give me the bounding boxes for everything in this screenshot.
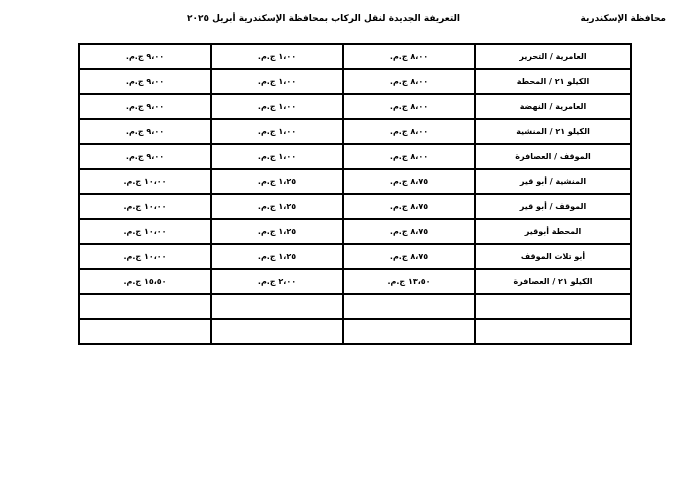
fare-cell-increase [211,319,343,344]
fare-cell-new: ١٠،٠٠ ج.م. [79,169,211,194]
route-cell: الموقف / العصافرة [475,144,631,169]
route-cell: أبو تلات الموقف [475,244,631,269]
fare-cell-base: ٨،٧٥ ج.م. [343,244,475,269]
route-cell [475,294,631,319]
fare-cell-increase: ١،٠٠ ج.م. [211,144,343,169]
fare-cell-base [343,294,475,319]
fare-cell-new: ١٠،٠٠ ج.م. [79,219,211,244]
table-row [79,219,631,244]
fare-cell-new [79,294,211,319]
fare-cell-increase: ٢،٠٠ ج.م. [211,269,343,294]
fare-cell-new: ١٥،٥٠ ج.م. [79,269,211,294]
table-row [79,144,631,169]
fare-cell-base: ٨،٧٥ ج.م. [343,194,475,219]
fare-cell-increase: ١،٢٥ ج.م. [211,194,343,219]
fare-cell-increase [211,294,343,319]
fare-cell-base: ٨،٠٠ ج.م. [343,144,475,169]
table-row [79,69,631,94]
route-cell: الكيلو ٢١ / المنشية [475,119,631,144]
fare-cell-new: ١٠،٠٠ ج.م. [79,194,211,219]
table-row [79,119,631,144]
fare-cell-increase: ١،٢٥ ج.م. [211,169,343,194]
route-cell: العامرية / النهضة [475,94,631,119]
table-row [79,194,631,219]
fare-cell-base: ٨،٠٠ ج.م. [343,119,475,144]
document-title: التعريفة الجديدة لنقل الركاب بمحافظة الإسكندرية أبريل ٢٠٢٥ [186,14,460,24]
fare-cell-base: ٨،٠٠ ج.م. [343,69,475,94]
fare-cell-new: ٩،٠٠ ج.م. [79,119,211,144]
fare-table [78,43,632,345]
route-cell [475,319,631,344]
fare-cell-base: ٨،٠٠ ج.م. [343,94,475,119]
fare-cell-base: ٨،٧٥ ج.م. [343,169,475,194]
fare-cell-base: ١٣،٥٠ ج.م. [343,269,475,294]
fare-cell-increase: ١،٠٠ ج.م. [211,94,343,119]
fare-cell-increase: ١،٠٠ ج.م. [211,44,343,69]
fare-cell-base: ٨،٧٥ ج.م. [343,219,475,244]
fare-cell-new: ٩،٠٠ ج.م. [79,44,211,69]
table-row [79,319,631,344]
fare-cell-new: ١٠،٠٠ ج.م. [79,244,211,269]
fare-table-body [79,44,631,344]
table-row [79,94,631,119]
fare-cell-increase: ١،٢٥ ج.م. [211,244,343,269]
fare-cell-new: ٩،٠٠ ج.م. [79,69,211,94]
route-cell: المنشية / أبو قير [475,169,631,194]
table-row [79,244,631,269]
route-cell: الكيلو ٢١ / المحطة [475,69,631,94]
fare-cell-increase: ١،٠٠ ج.م. [211,69,343,94]
route-cell: الكيلو ٢١ / العصافرة [475,269,631,294]
fare-cell-increase: ١،٢٥ ج.م. [211,219,343,244]
fare-cell-base [343,319,475,344]
table-row [79,169,631,194]
governorate-label: محافظة الإسكندرية [580,14,666,24]
fare-cell-new: ٩،٠٠ ج.م. [79,144,211,169]
fare-cell-new [79,319,211,344]
route-cell: العامرية / التحرير [475,44,631,69]
fare-cell-new: ٩،٠٠ ج.م. [79,94,211,119]
route-cell: الموقف / أبو قير [475,194,631,219]
fare-cell-base: ٨،٠٠ ج.م. [343,44,475,69]
fare-cell-increase: ١،٠٠ ج.م. [211,119,343,144]
table-row [79,44,631,69]
route-cell: المحطة أبوقير [475,219,631,244]
table-row [79,269,631,294]
table-row [79,294,631,319]
